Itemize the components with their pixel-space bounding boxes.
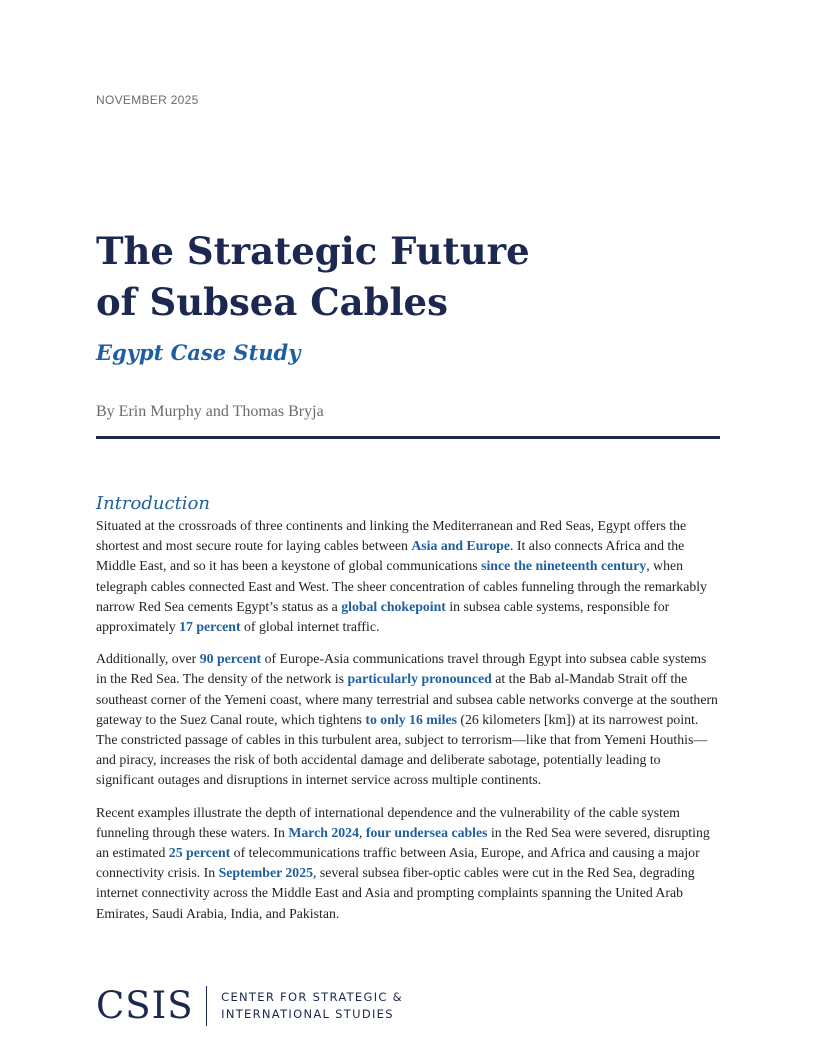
link-four-undersea-cables[interactable]: four undersea cables [365, 824, 488, 840]
text-run: , when telegraph cables connected East and West. The sheer concentration of cables funneling through the remarkably narrow Red Sea cements Egypt’s status as a [96, 558, 707, 614]
title-divider [96, 436, 720, 439]
text-run: , [358, 824, 366, 840]
logo-line-1: CENTER FOR STRATEGIC & [221, 990, 403, 1004]
body-text [96, 516, 720, 936]
text-run: . It also connects Africa and the Middle East, and so it has been a keystone of global communications [96, 538, 685, 574]
csis-wordmark: CSIS [96, 984, 194, 1027]
paragraph-3 [96, 803, 720, 924]
text-run: of Europe-Asia communications travel through Egypt into subsea cable systems in the Red Sea. The density of the network is [96, 651, 707, 687]
link-march-2024[interactable]: March 2024 [288, 824, 359, 840]
title-line-1: The Strategic Future [96, 229, 530, 273]
link-since-the-nineteenth-century[interactable]: since the nineteenth century [481, 558, 647, 574]
text-run: (26 kilometers [km]) at its narrowest point. The constricted passage of cables in this turbulent area, subject to terrorism—like that from Yemeni Houthis—and piracy, increases the risk of both accidental damage and deliberate sabotage, potentially leading to significant outages and disruptions in internet service across multiple continents. [96, 711, 708, 788]
csis-full-name [221, 989, 403, 1023]
text-run: Additionally, over [96, 651, 200, 667]
byline: By Erin Murphy and Thomas Bryja [96, 403, 324, 420]
title-line-2: of Subsea Cables [96, 280, 448, 324]
link-25-percent[interactable]: 25 percent [168, 845, 231, 861]
text-run: , several subsea fiber-optic cables were cut in the Red Sea, degrading internet connectivity across the Middle East and Asia and prompting complaints spanning the United Arab Emirates, Saudi Arabia, India, and Pakistan. [96, 865, 695, 921]
document-subtitle: Egypt Case Study [96, 340, 301, 365]
text-run: of global internet traffic. [240, 619, 380, 635]
link-to-only-16-miles[interactable]: to only 16 miles [365, 711, 457, 727]
document-title [96, 226, 716, 328]
link-global-chokepoint[interactable]: global chokepoint [341, 598, 446, 614]
link-90-percent[interactable]: 90 percent [199, 651, 262, 667]
link-17-percent[interactable]: 17 percent [179, 619, 241, 635]
text-run: of telecommunications traffic between Asia, Europe, and Africa and causing a major connectivity crisis. In [96, 845, 700, 881]
section-heading-introduction: Introduction [96, 493, 210, 514]
link-particularly-pronounced[interactable]: particularly pronounced [347, 671, 492, 687]
text-run: in subsea cable systems, responsible for approximately [96, 598, 670, 635]
text-run: Recent examples illustrate the depth of international dependence and the vulnerability of the cable system funneling through these waters. In [96, 804, 680, 840]
paragraph-1 [96, 516, 720, 637]
link-asia-and-europe[interactable]: Asia and Europe [411, 538, 510, 554]
paragraph-2 [96, 649, 720, 790]
text-run: at the Bab al-Mandab Strait off the southeast corner of the Yemeni coast, where many terrestrial and subsea cable networks converge at the southern gateway to the Suez Canal route, which tightens [96, 671, 718, 727]
publication-date: NOVEMBER 2025 [96, 93, 199, 107]
logo-divider [206, 986, 208, 1026]
link-september-2025[interactable]: September 2025 [218, 865, 314, 881]
logo-line-2: INTERNATIONAL STUDIES [221, 1007, 394, 1021]
text-run: in the Red Sea were severed, disrupting an estimated [96, 824, 710, 861]
csis-logo [96, 984, 403, 1028]
text-run: Situated at the crossroads of three continents and linking the Mediterranean and Red Seas, Egypt offers the shortest and most secure route for laying cables between [96, 518, 687, 554]
